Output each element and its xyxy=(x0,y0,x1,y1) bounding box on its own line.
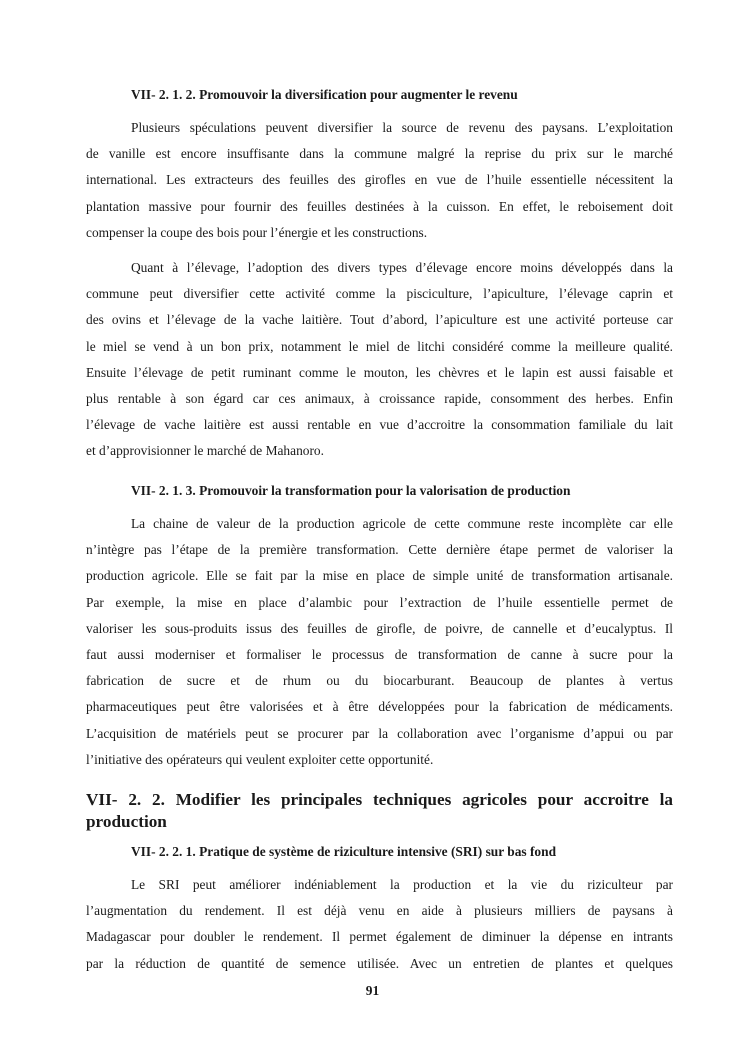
text-line: Le SRI peut améliorer indéniablement la production et la vie du riziculteur par xyxy=(131,877,673,892)
heading-2-1-3: VII- 2. 1. 3. Promouvoir la transformation pour la valorisation de production xyxy=(131,483,571,498)
text-line: des ovins et l’élevage de la vache laitière. Tout d’abord, l’apiculture est une activité porteuse car xyxy=(86,312,673,328)
text-line: pharmaceutiques peut être valorisées et à être développées pour la fabrication de médicaments. xyxy=(86,699,673,715)
text-line: compenser la coupe des bois pour l’énergie et les constructions. xyxy=(86,224,428,240)
text-line: Madagascar pour doubler le rendement. Il permet également de diminuer la dépense en intrants xyxy=(86,929,673,945)
text-line: Par exemple, la mise en place d’alambic pour l’extraction de l’huile essentielle permet de xyxy=(86,594,673,610)
text-line: plantation massive pour fournir des feuilles destinées à la cuisson. En effet, le reboisement doit xyxy=(86,198,673,214)
text-line: par la réduction de quantité de semence utilisée. Avec un entretien de plantes et quelques xyxy=(86,955,673,971)
text-line: l’initiative des opérateurs qui veulent exploiter cette opportunité. xyxy=(86,751,434,767)
text-line: L’acquisition de matériels peut se procurer par la collaboration avec l’organisme d’appui ou par xyxy=(86,725,673,741)
text-line: de vanille est encore insuffisante dans la commune malgré la reprise du prix sur le marché xyxy=(86,146,673,162)
heading-2-2-1: VII- 2. 2. 1. Pratique de système de riziculture intensive (SRI) sur bas fond xyxy=(131,844,557,859)
text-line: international. Les extracteurs des feuilles des girofles en vue de l’huile essentielle nécessitent la xyxy=(86,172,673,188)
text-line: production agricole. Elle se fait par la mise en place de simple unité de transformation artisanale. xyxy=(86,568,673,584)
page-number: 91 xyxy=(365,983,380,998)
text-line: plus rentable à son égard car ces animaux, à croissance rapide, consomment des herbes. Enfin xyxy=(86,390,673,406)
text-line: Ensuite l’élevage de petit ruminant comme le mouton, les chèvres et le lapin est aussi faisable et xyxy=(86,364,673,380)
text-line: le miel se vend à un bon prix, notamment le miel de litchi considéré comme la meilleure qualité. xyxy=(86,338,673,354)
paragraph-transformation xyxy=(86,511,673,773)
paragraph-elevage xyxy=(86,255,673,465)
text-line: l’élevage de vache laitière est aussi rentable en vue d’accroitre la consommation familiale du lait xyxy=(86,417,673,433)
text-line: commune peut diversifier cette activité comme la pisciculture, l’apiculture, l’élevage caprin et xyxy=(86,286,673,302)
text-line: La chaine de valeur de la production agricole de cette commune reste incomplète car elle xyxy=(131,516,673,531)
paragraph-sri xyxy=(86,872,673,977)
text-line: Quant à l’élevage, l’adoption des divers types d’élevage encore moins développés dans la xyxy=(131,260,673,275)
text-line: fabrication de sucre et de rhum ou du biocarburant. Beaucoup de plantes à vertus xyxy=(86,673,673,689)
heading-2-2 xyxy=(86,789,673,833)
text-line: l’augmentation du rendement. Il est déjà venu en aide à plusieurs milliers de paysans à xyxy=(86,903,673,919)
paragraph-diversification xyxy=(86,115,673,246)
heading-2-1-2: VII- 2. 1. 2. Promouvoir la diversification pour augmenter le revenu xyxy=(131,87,518,102)
heading-line: VII- 2. 2. Modifier les principales techniques agricoles pour accroitre la xyxy=(86,790,673,809)
text-line: n’intègre pas l’étape de la première transformation. Cette dernière étape permet de valoriser la xyxy=(86,542,673,558)
text-line: faut aussi moderniser et formaliser le processus de transformation de canne à sucre pour la xyxy=(86,646,673,662)
text-line: Plusieurs spéculations peuvent diversifier la source de revenu des paysans. L’exploitation xyxy=(131,120,673,135)
heading-line: production xyxy=(86,812,167,831)
text-line: et d’approvisionner le marché de Mahanoro. xyxy=(86,443,324,459)
text-line: valoriser les sous-produits issus des feuilles de girofle, de poivre, de cannelle et d’eucalyptus. Il xyxy=(86,620,673,636)
